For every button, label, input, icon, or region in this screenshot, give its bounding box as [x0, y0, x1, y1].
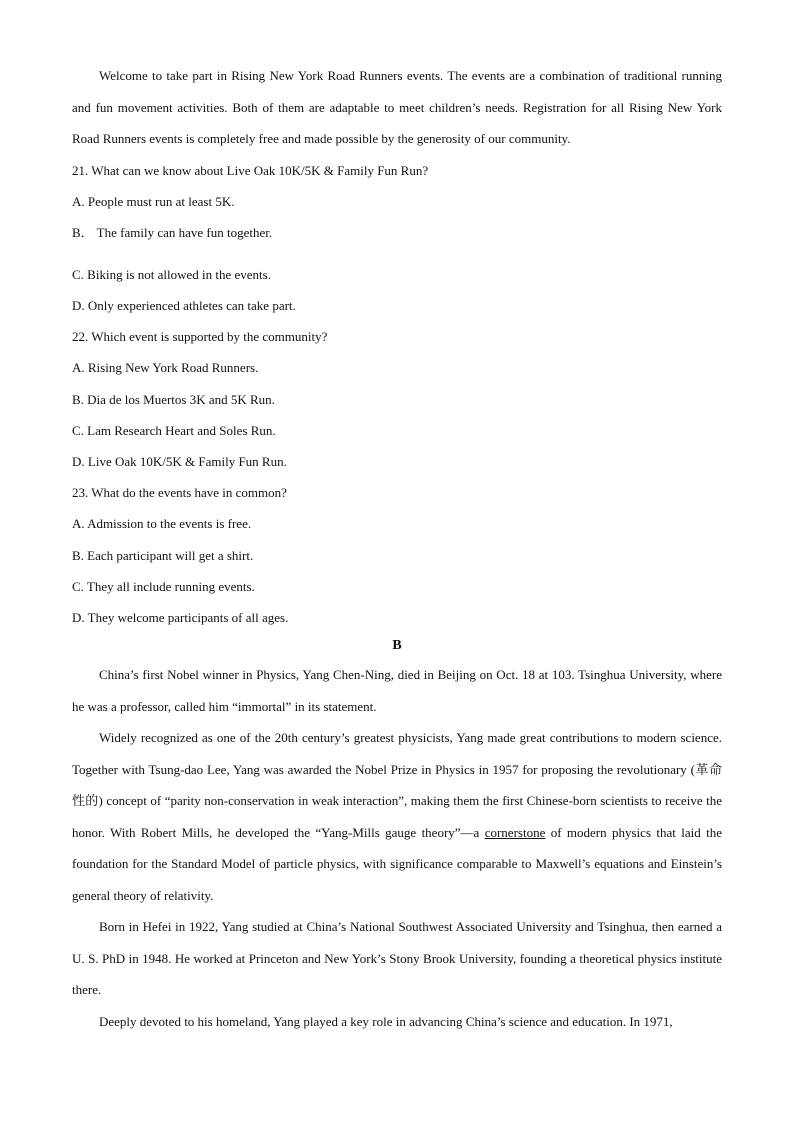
passage-paragraph-3: Born in Hefei in 1922, Yang studied at China’s National Southwest Associated University and Tsinghua, then earned a U. S. PhD in 1948. He worked at Princeton and New York’s Stony Brook University, founding a theoretical physics institute there. — [72, 919, 722, 998]
passage-paragraph-1: China’s first Nobel winner in Physics, Yang Chen-Ning, died in Beijing on Oct. 18 at 103. Tsinghua University, where he was a professor, called him “immortal” in its statement. — [72, 667, 722, 714]
question-stem: 22. Which event is supported by the community? — [72, 329, 328, 345]
document-page — [72, 60, 722, 1037]
option-a: A. Rising New York Road Runners. — [72, 360, 259, 376]
option-b: B． The family can have fun together. — [72, 224, 273, 240]
option-d: D. They welcome participants of all ages. — [72, 609, 289, 625]
passage-paragraph-2 — [72, 722, 722, 911]
question-21 — [72, 155, 722, 322]
intro-paragraph: Welcome to take part in Rising New York Road Runners events. The events are a combination of traditional running and fun movement activities. Both of them are adaptable to meet children’s needs. Registration for all Rising New York Road Runners events is completely free and made possible by the generosity of our community. — [72, 68, 722, 146]
option-a: A. Admission to the events is free. — [72, 516, 252, 532]
section-heading: B — [392, 638, 402, 654]
paragraph-text: Widely recognized as one of the 20th century’s greatest physicists, Yang made great contributions to modern science. Together with Tsung-dao Lee, Yang was awarded the Nobel Prize in Physics in 1957 for proposing the revolutionary (革命性的) concept of “parity non-conservation in weak interaction”, making them the first Chinese-born scientists to receive the honor. With Robert Mills, he developed the “Yang-Mills gauge theory”—a — [72, 730, 722, 840]
question-stem: 21. What can we know about Live Oak 10K/5K & Family Fun Run? — [72, 162, 429, 178]
option-b: B. Dia de los Muertos 3K and 5K Run. — [72, 391, 275, 407]
question-23 — [72, 477, 722, 633]
option-a: A. People must run at least 5K. — [72, 193, 235, 209]
option-c: C. Lam Research Heart and Soles Run. — [72, 422, 276, 438]
option-d: D. Live Oak 10K/5K & Family Fun Run. — [72, 454, 287, 469]
option-c: C. Biking is not allowed in the events. — [72, 266, 271, 282]
paragraph-text: of modern physics that laid the foundation for the Standard Model of particle physics, with significance comparable to Maxwell’s equations and Einstein’s general theory of relativity. — [72, 824, 722, 903]
question-stem: 23. What do the events have in common? — [72, 485, 287, 501]
option-c: C. They all include running events. — [72, 578, 255, 594]
passage-paragraph-4: Deeply devoted to his homeland, Yang played a key role in advancing China’s science and education. In 1971, — [99, 1013, 673, 1029]
option-b: B. Each participant will get a shirt. — [72, 547, 254, 563]
question-22 — [72, 321, 722, 477]
underlined-word: cornerstone — [484, 824, 546, 840]
option-d: D. Only experienced athletes can take part. — [72, 298, 296, 314]
